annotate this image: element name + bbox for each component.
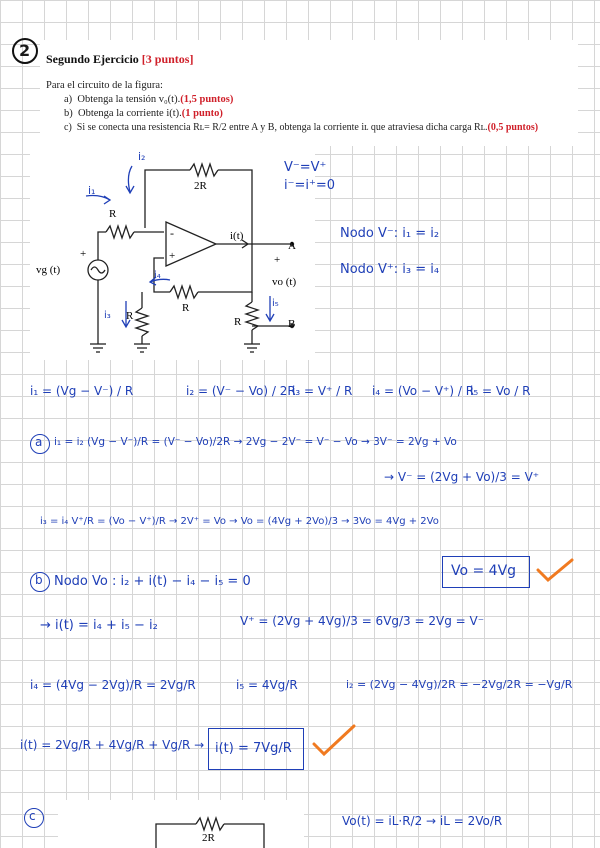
label-plus-out: +	[274, 254, 281, 266]
exercise-intro: Para el circuito de la figura:	[46, 80, 163, 91]
part-b-marker: b	[30, 572, 50, 592]
current-i1: i₁ = (Vg − V⁻) / R	[30, 384, 134, 398]
circuit-diagram	[30, 146, 315, 360]
circuit-diagram-c	[58, 800, 304, 848]
label-node-a: A	[288, 240, 296, 252]
label-r-mid: R	[182, 302, 190, 314]
node-minus-note: Nodo V⁻: i₁ = i₂	[340, 226, 440, 241]
current-i2: i₂ = (V⁻ − Vo) / 2R	[186, 384, 296, 398]
golden-rule-v: V⁻=V⁺	[284, 160, 327, 175]
part-b-i5: i₅ = 4Vg/R	[236, 678, 298, 692]
question-b: b) Obtenga la corriente i(t).(1 punto)	[64, 108, 223, 119]
part-b-node: Nodo Vo : i₂ + i(t) − i₄ − i₅ = 0	[54, 574, 251, 589]
part-a-result: Vo = 4Vg	[451, 563, 517, 579]
current-i3: i₃ = V⁺ / R	[292, 384, 353, 398]
question-c: c) Si se conecta una resistencia Rʟ= R/2 entre A y B, obtenga la corriente iʟ que atraviesa dicha carga Rʟ.(0,5 puntos)	[64, 122, 539, 133]
ann-i2: i₂	[138, 150, 146, 163]
part-a-eq2: → V⁻ = (2Vg + Vo)/3 = V⁺	[384, 470, 540, 484]
label-2r: 2R	[194, 180, 207, 192]
part-b-it-expr: → i(t) = i₄ + i₅ − i₂	[40, 618, 158, 633]
problem-statement	[40, 40, 578, 146]
ann-i3: i₃	[104, 310, 111, 321]
exercise-title: Segundo Ejercicio [3 puntos]	[46, 52, 194, 66]
label-opamp-plus: +	[169, 250, 176, 262]
part-c-marker: c	[24, 808, 44, 828]
ann-i1: i₁	[88, 184, 96, 197]
ann-i5: i₅	[272, 298, 279, 309]
label-2r-c: 2R	[202, 832, 215, 844]
part-b-result-box	[208, 728, 304, 770]
circuit-fragment	[58, 800, 304, 848]
check-mark-b	[310, 722, 356, 758]
current-i4: i₄ = (Vo − V⁺) / R	[372, 384, 475, 398]
part-b-i2: i₂ = (2Vg − 4Vg)/2R = −2Vg/2R = −Vg/R	[346, 678, 573, 691]
label-node-b: B	[288, 318, 296, 330]
node-plus-note: Nodo V⁺: i₃ = i₄	[340, 262, 440, 277]
golden-rule-i: i⁻=i⁺=0	[284, 178, 336, 193]
question-a: a) Obtenga la tensión v₀(t).(1,5 puntos)	[64, 94, 234, 105]
label-r-bl: R	[126, 310, 134, 322]
part-a-eq3: i₃ = i₄ V⁺/R = (Vo − V⁺)/R → 2V⁺ = Vo → Vo = (4Vg + 2Vo)/3 → 3Vo = 4Vg + 2Vo	[40, 516, 439, 527]
label-r-left: R	[109, 208, 117, 220]
part-b-result: i(t) = 7Vg/R	[215, 741, 292, 756]
problem-number: 2	[10, 36, 40, 66]
current-i5: i₅ = Vo / R	[470, 384, 531, 398]
label-vo: vo (t)	[272, 276, 297, 288]
label-opamp-minus: -	[170, 226, 174, 240]
label-i-out: i(t)	[230, 230, 244, 242]
part-a-marker: a	[30, 434, 50, 454]
check-mark-a	[534, 556, 574, 584]
part-b-vplus: V⁺ = (2Vg + 4Vg)/3 = 6Vg/3 = 2Vg = V⁻	[240, 614, 485, 628]
label-r-br: R	[234, 316, 242, 328]
part-c-eq: Vo(t) = iL·R/2 → iL = 2Vo/R	[342, 814, 503, 828]
ann-i4: i₄	[154, 270, 161, 281]
label-vg: vg (t)	[36, 264, 61, 276]
part-b-sum: i(t) = 2Vg/R + 4Vg/R + Vg/R →	[20, 738, 205, 752]
part-a-result-box	[442, 556, 530, 588]
part-b-i4: i₄ = (4Vg − 2Vg)/R = 2Vg/R	[30, 678, 196, 692]
label-plus-source: +	[80, 248, 87, 260]
part-a-eq1: i₁ = i₂ (Vg − V⁻)/R = (V⁻ − Vo)/2R → 2Vg − 2V⁻ = V⁻ − Vo → 3V⁻ = 2Vg + Vo	[54, 436, 457, 448]
